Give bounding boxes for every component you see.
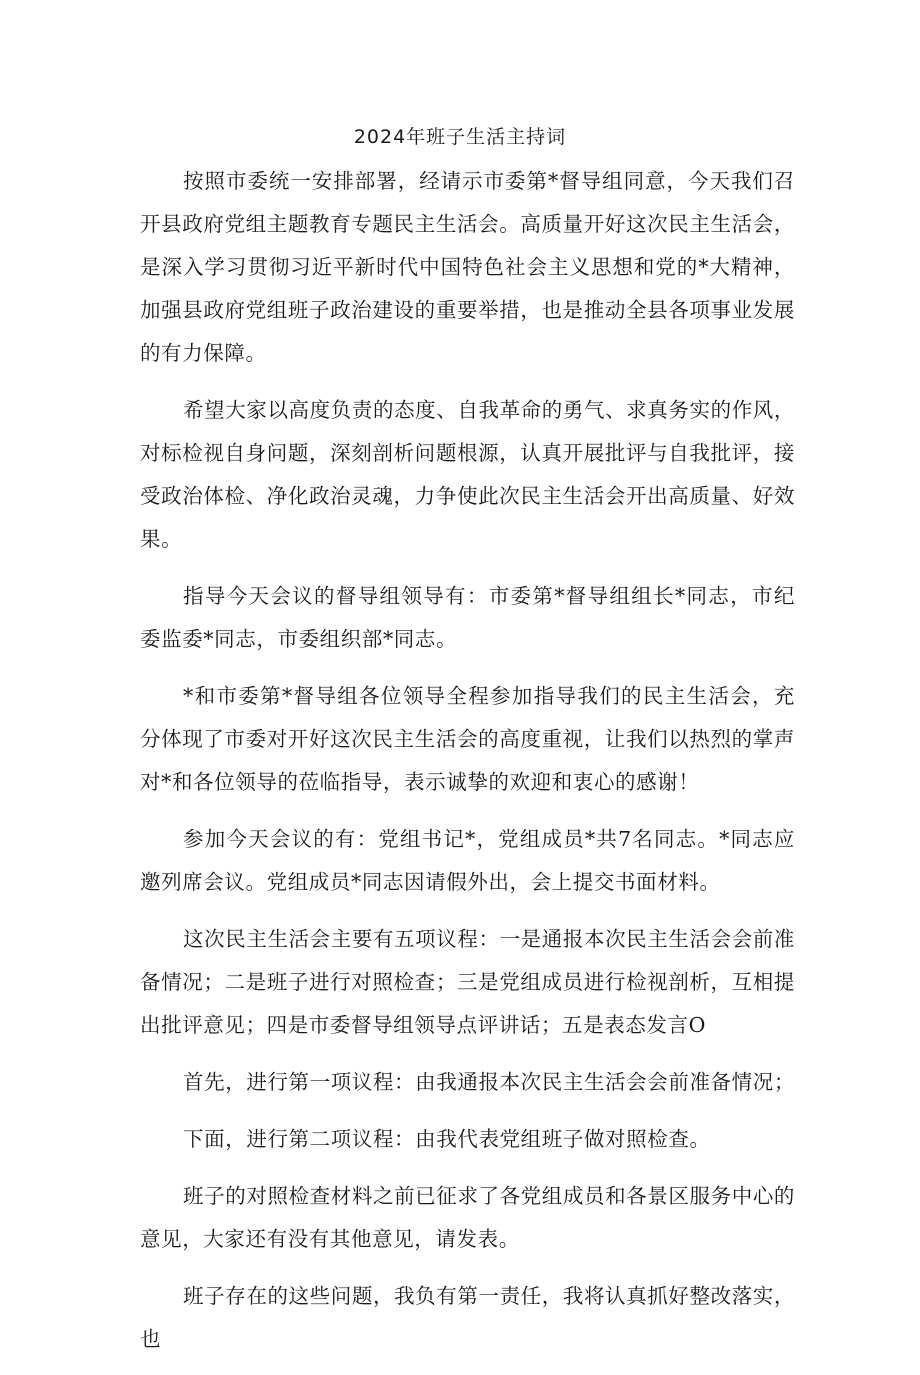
- paragraph-opinions: 班子的对照检查材料之前已征求了各党组成员和各景区服务中心的意见，大家还有没有其他意见，请发表。: [140, 1184, 795, 1251]
- paragraph-welcome: *和市委第*督导组各位领导全程参加指导我们的民主生活会，充分体现了市委对开好这次民主生活会的高度重视，让我们以热烈的掌声对*和各位领导的莅临指导，表示诚挚的欢迎和衷心的感谢！: [140, 684, 795, 794]
- document-body: [140, 160, 795, 1375]
- paragraph-first-item: 首先，进行第一项议程：由我通报本次民主生活会会前准备情况；: [183, 1070, 795, 1094]
- paragraph-agenda: 这次民主生活会主要有五项议程：一是通报本次民主生活会会前准备情况；二是班子进行对照检查；三是党组成员进行检视剖析，互相提出批评意见；四是市委督导组领导点评讲话；五是表态发言O: [140, 927, 795, 1037]
- paragraph-attendees: 参加今天会议的有：党组书记*，党组成员*共7名同志。*同志应邀列席会议。党组成员*同志因请假外出，会上提交书面材料。: [140, 827, 795, 894]
- paragraph-meeting-intro: 按照市委统一安排部署，经请示市委第*督导组同意，今天我们召开县政府党组主题教育专题民主生活会。高质量开好这次民主生活会，是深入学习贯彻习近平新时代中国特色社会主义思想和党的*大精神，加强县政府党组班子政治建设的重要举措，也是推动全县各项事业发展的有力保障。: [140, 169, 795, 365]
- paragraph-supervisors: 指导今天会议的督导组领导有：市委第*督导组组长*同志，市纪委监委*同志，市委组织部*同志。: [140, 584, 795, 651]
- document-title: 2024年班子生活主持词: [353, 126, 567, 148]
- paragraph-expectations: 希望大家以高度负责的态度、自我革命的勇气、求真务实的作风，对标检视自身问题，深刻剖析问题根源，认真开展批评与自我批评，接受政治体检、净化政治灵魂，力争使此次民主生活会开出高质量、好效果。: [140, 398, 795, 551]
- paragraph-responsibility: 班子存在的这些问题，我负有第一责任，我将认真抓好整改落实，也: [140, 1284, 795, 1351]
- paragraph-second-item: 下面，进行第二项议程：由我代表党组班子做对照检查。: [183, 1127, 711, 1151]
